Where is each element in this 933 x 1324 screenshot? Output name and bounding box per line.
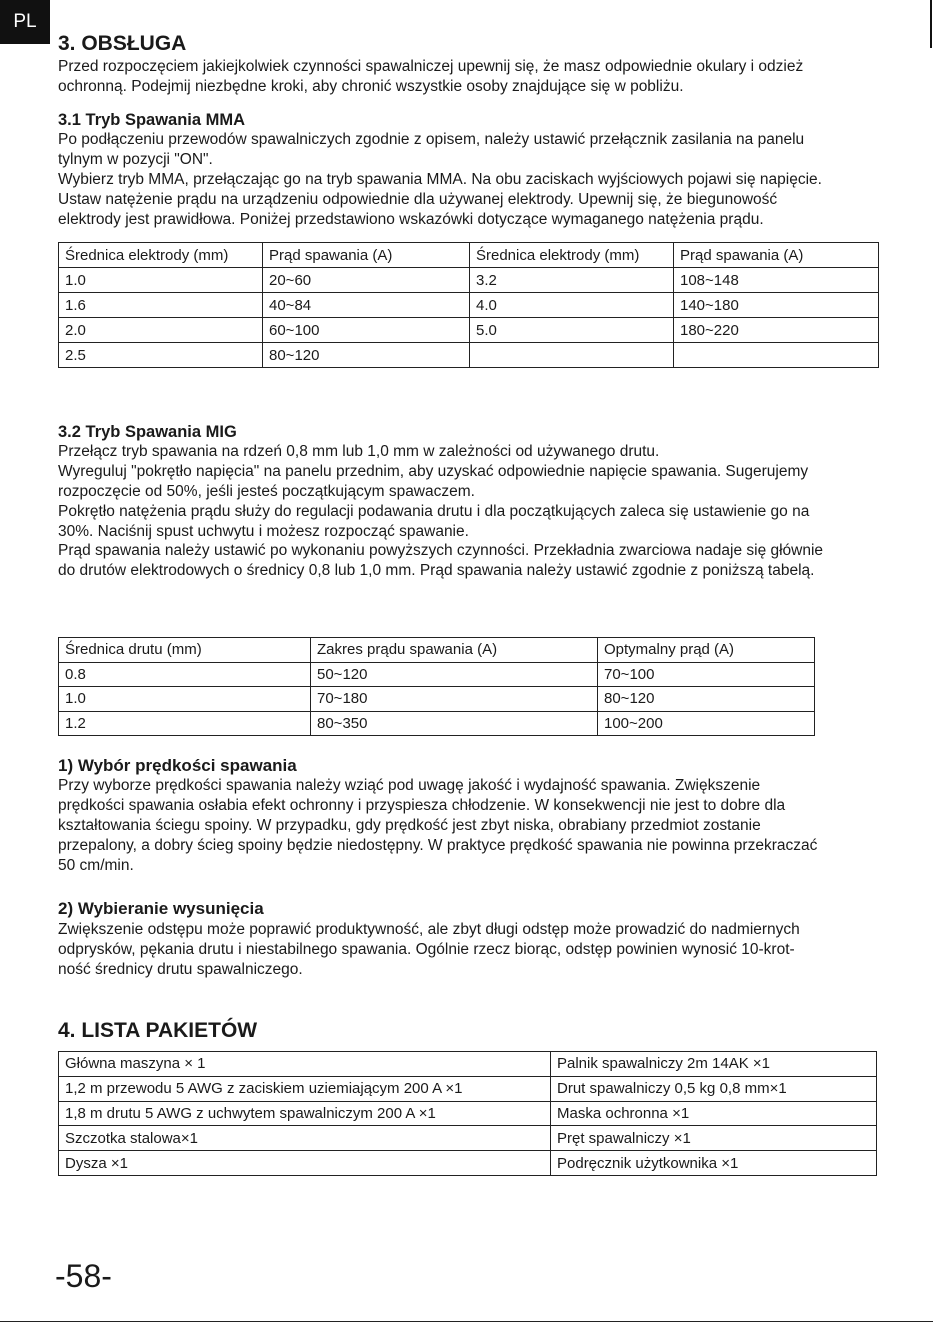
table-cell: 4.0 — [470, 293, 674, 318]
table-cell: Główna maszyna × 1 — [59, 1052, 551, 1077]
table-cell: 2.5 — [59, 343, 263, 368]
table-row — [59, 343, 879, 368]
mma-current-table — [58, 242, 879, 368]
section-3-2-title: 3.2 Tryb Spawania MIG — [58, 423, 237, 441]
paragraph-line: Przed rozpoczęciem jakiejkolwiek czynności spawalniczej upewnij się, że masz odpowiednie okulary i odzież — [58, 58, 804, 75]
table-cell — [470, 343, 674, 368]
table-cell: 80~120 — [263, 343, 470, 368]
table-cell: 1,8 m drutu 5 AWG z uchwytem spawalniczym 200 A ×1 — [59, 1101, 551, 1126]
paragraph-line: rozpoczęcie od 50%, jeśli jesteś początkującym spawaczem. — [58, 482, 475, 500]
paragraph-line: kształtowania ściegu spoiny. W przypadku, gdy prędkość jest zbyt niska, obrabiany przedmiot zostanie — [58, 816, 761, 834]
table-cell: Drut spawalniczy 0,5 kg 0,8 mm×1 — [551, 1076, 877, 1101]
paragraph-line: odprysków, pękania drutu i niestabilnego spawania. Ogólnie rzecz biorąc, odstęp powinien wynosić 10-krot- — [58, 940, 795, 958]
paragraph-line: 50 cm/min. — [58, 856, 134, 874]
table-cell: 50~120 — [311, 662, 598, 687]
table-row — [59, 662, 815, 687]
section-3-paragraph — [58, 57, 803, 97]
paragraph-line: elektrody jest prawidłowa. Poniżej przedstawiono wskazówki dotyczące wymaganego natężenia prądu. — [58, 210, 764, 228]
table-row — [59, 1151, 877, 1176]
table-cell: 80~350 — [311, 711, 598, 736]
table-cell: Pręt spawalniczy ×1 — [551, 1126, 877, 1151]
language-badge: PL — [0, 0, 50, 44]
table-header-cell: Prąd spawania (A) — [674, 243, 879, 268]
table-cell: Podręcznik użytkownika ×1 — [551, 1151, 877, 1176]
table-cell: 1,2 m przewodu 5 AWG z zaciskiem uziemiającym 200 A ×1 — [59, 1076, 551, 1101]
table-row — [59, 1126, 877, 1151]
table-row — [59, 687, 815, 712]
page-number: -58- — [55, 1258, 112, 1294]
section-4-title: 4. LISTA PAKIETÓW — [58, 1019, 258, 1042]
section-3-title: 3. OBSŁUGA — [58, 32, 187, 55]
table-cell: 180~220 — [674, 318, 879, 343]
table-header-cell: Średnica elektrody (mm) — [59, 243, 263, 268]
welding-speed-title: 1) Wybór prędkości spawania — [58, 756, 297, 775]
paragraph-line: Ustaw natężenie prądu na urządzeniu odpowiednie dla używanej elektrody. Upewnij się, że biegunowość — [58, 190, 778, 208]
paragraph-line: ność średnicy drutu spawalniczego. — [58, 960, 303, 978]
paragraph-line: Zwiększenie odstępu może poprawić produktywność, ale zbyt długi odstęp może prowadzić do nadmiernych — [58, 921, 800, 938]
package-list-table — [58, 1051, 877, 1176]
table-cell: 100~200 — [598, 711, 815, 736]
edge-mark — [930, 0, 932, 48]
table-header-cell: Średnica elektrody (mm) — [470, 243, 674, 268]
table-cell: 20~60 — [263, 268, 470, 293]
stickout-title: 2) Wybieranie wysunięcia — [58, 899, 264, 918]
table-header-row — [59, 243, 879, 268]
paragraph-line: tylnym w pozycji "ON". — [58, 150, 213, 168]
bottom-rule — [0, 1321, 933, 1322]
table-cell: 1.6 — [59, 293, 263, 318]
table-header-cell: Optymalny prąd (A) — [598, 638, 815, 663]
section-3-2-paragraph — [58, 442, 823, 581]
paragraph-line: prędkości spawania osłabia efekt ochronny i przyspiesza chłodzenie. W konsekwencji nie jest to dobre dla — [58, 796, 786, 814]
stickout-paragraph — [58, 920, 800, 980]
paragraph-line: Po podłączeniu przewodów spawalniczych zgodnie z opisem, należy ustawić przełącznik zasilania na panelu — [58, 131, 805, 148]
table-row — [59, 711, 815, 736]
paragraph-line: Pokrętło natężenia prądu służy do regulacji podawania drutu i dla początkujących zaleca się ustawienie go na — [58, 502, 810, 520]
table-header-row — [59, 638, 815, 663]
paragraph-line: ochronną. Podejmij niezbędne kroki, aby chronić wszystkie osoby znajdujące się w pobliżu. — [58, 77, 684, 95]
table-cell: 80~120 — [598, 687, 815, 712]
table-cell: 40~84 — [263, 293, 470, 318]
table-cell: Dysza ×1 — [59, 1151, 551, 1176]
table-row — [59, 318, 879, 343]
welding-speed-paragraph — [58, 776, 817, 875]
table-row — [59, 1076, 877, 1101]
table-cell: 1.0 — [59, 687, 311, 712]
paragraph-line: przepalony, a dobry ścieg spoiny będzie niedostępny. W praktyce prędkość spawania nie powinna przekraczać — [58, 836, 818, 854]
table-cell: 70~100 — [598, 662, 815, 687]
paragraph-line: Wybierz tryb MMA, przełączając go na tryb spawania MMA. Na obu zaciskach wyjściowych pojawi się napięcie. — [58, 170, 822, 188]
table-cell: 1.0 — [59, 268, 263, 293]
table-header-cell: Zakres prądu spawania (A) — [311, 638, 598, 663]
table-cell: 108~148 — [674, 268, 879, 293]
table-cell: 70~180 — [311, 687, 598, 712]
table-row — [59, 1101, 877, 1126]
table-cell: 5.0 — [470, 318, 674, 343]
paragraph-line: Przy wyborze prędkości spawania należy wziąć pod uwagę jakość i wydajność spawania. Zwiększenie — [58, 777, 761, 794]
table-cell: 3.2 — [470, 268, 674, 293]
table-cell: 140~180 — [674, 293, 879, 318]
table-row — [59, 1052, 877, 1077]
paragraph-line: Przełącz tryb spawania na rdzeń 0,8 mm lub 1,0 mm w zależności od używanego drutu. — [58, 443, 660, 460]
table-cell: 2.0 — [59, 318, 263, 343]
section-3-1-paragraph — [58, 130, 822, 229]
mig-current-table — [58, 637, 815, 736]
table-row — [59, 293, 879, 318]
paragraph-line: Wyreguluj "pokrętło napięcia" na panelu przednim, aby uzyskać odpowiednie napięcie spawania. Sugerujemy — [58, 462, 809, 480]
table-cell: Palnik spawalniczy 2m 14AK ×1 — [551, 1052, 877, 1077]
table-cell: 0.8 — [59, 662, 311, 687]
table-cell: 1.2 — [59, 711, 311, 736]
table-cell: Szczotka stalowa×1 — [59, 1126, 551, 1151]
table-row — [59, 268, 879, 293]
table-header-cell: Średnica drutu (mm) — [59, 638, 311, 663]
section-3-1-title: 3.1 Tryb Spawania MMA — [58, 111, 246, 129]
table-cell — [674, 343, 879, 368]
paragraph-line: 30%. Naciśnij spust uchwytu i możesz rozpocząć spawanie. — [58, 522, 469, 540]
paragraph-line: do drutów elektrodowych o średnicy 0,8 lub 1,0 mm. Prąd spawania należy ustawić zgodnie z poniższą tabelą. — [58, 562, 815, 580]
paragraph-line: Prąd spawania należy ustawić po wykonaniu powyższych czynności. Przekładnia zwarciowa nadaje się głównie — [58, 542, 824, 560]
table-cell: Maska ochronna ×1 — [551, 1101, 877, 1126]
table-header-cell: Prąd spawania (A) — [263, 243, 470, 268]
table-cell: 60~100 — [263, 318, 470, 343]
